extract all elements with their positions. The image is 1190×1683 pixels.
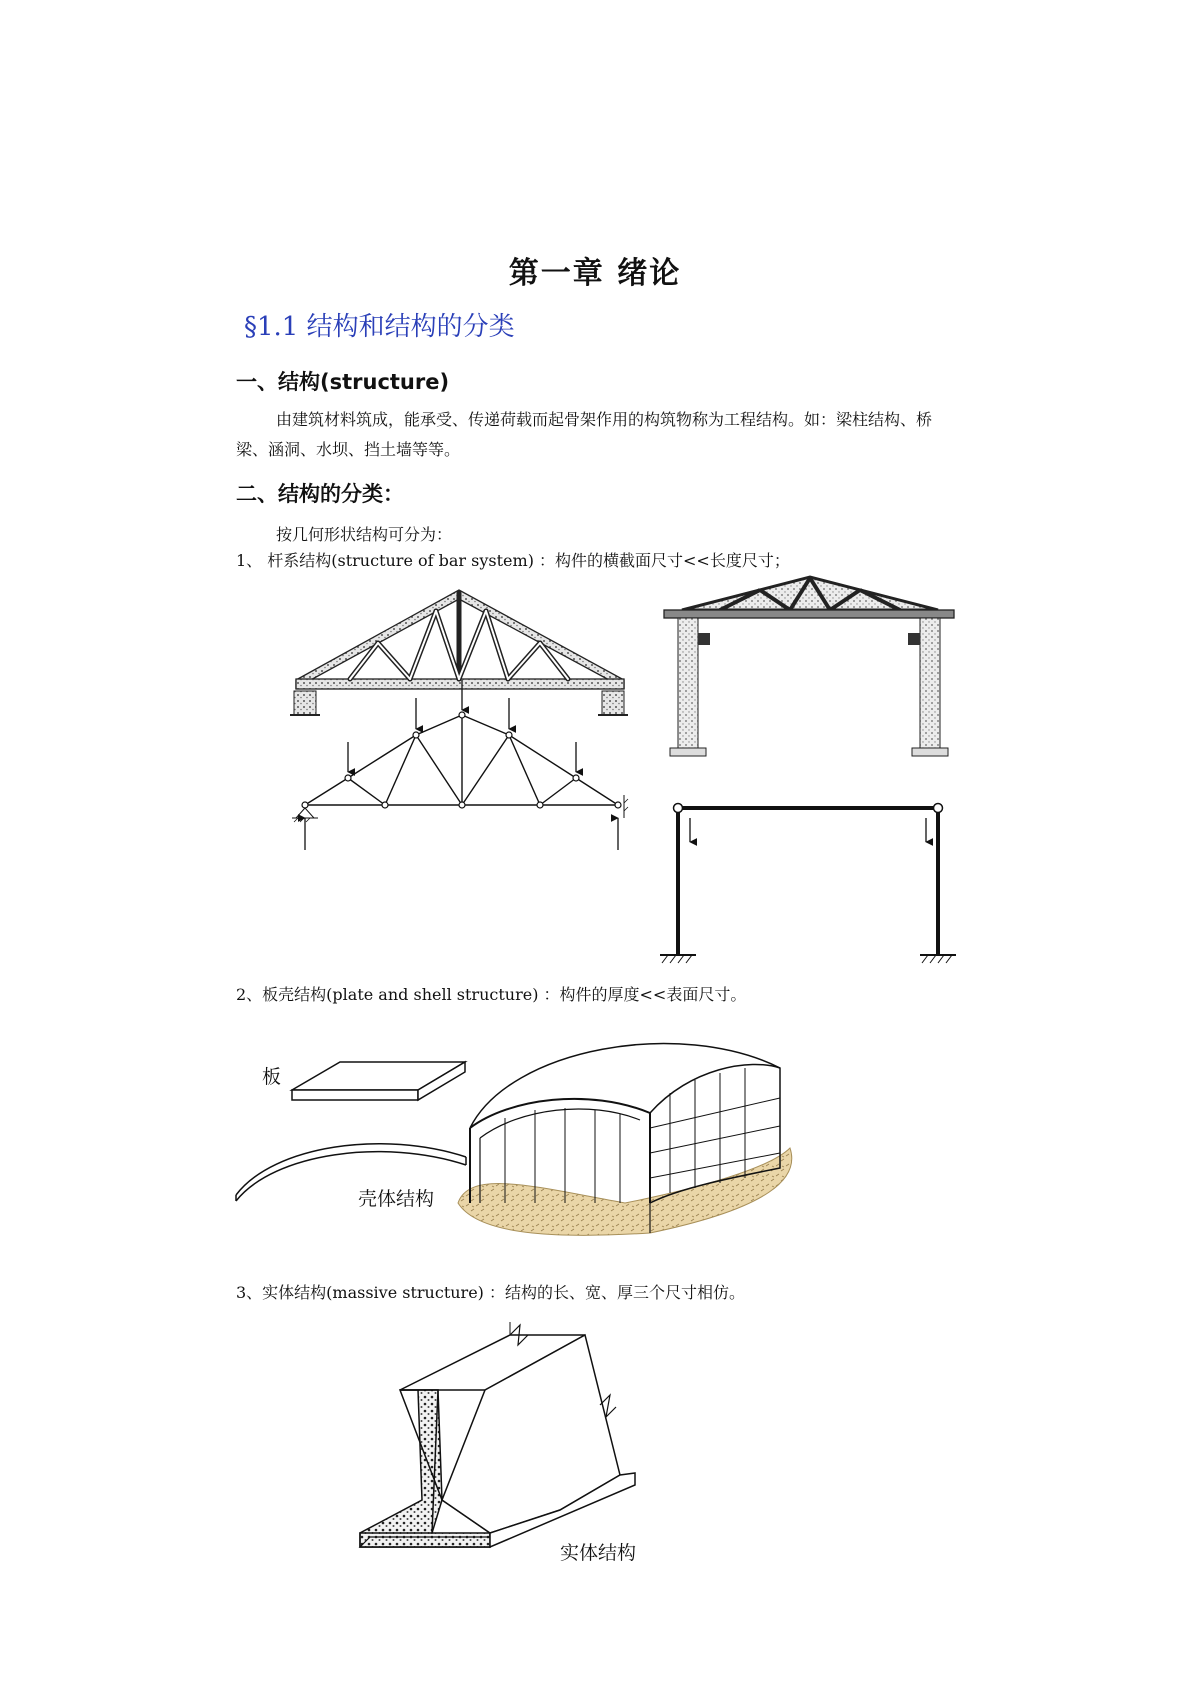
chapter-title: 第一章 绪论: [508, 256, 682, 291]
frame-diagram: [660, 790, 960, 970]
heading-classification: 二、结构的分类：: [236, 482, 404, 506]
shell-figure: [234, 1135, 474, 1205]
retaining-wall-figure: [360, 1325, 660, 1555]
classification-intro: 按几何形状结构可分为：: [276, 525, 453, 544]
item-plate-shell: 2、板壳结构(plate and shell structure) ：构件的厚度<<表面尺寸。: [236, 985, 747, 1004]
section-title: §1.1 结构和结构的分类: [244, 312, 515, 342]
item-massive: 3、实体结构(massive structure) ：结构的长、宽、厚三个尺寸相仿。: [236, 1283, 746, 1302]
plate-label: 板: [262, 1066, 282, 1088]
roof-truss-figure: [290, 585, 630, 730]
truss-diagram: [300, 710, 640, 850]
shell-label: 壳体结构: [358, 1188, 435, 1210]
item-bar-system: 1、 杆系结构(structure of bar system) ：构件的横截面尺寸<<长度尺寸；: [236, 551, 790, 570]
plate-figure: [290, 1060, 470, 1110]
heading-structure: 一、结构(structure): [236, 370, 450, 394]
solid-label: 实体结构: [560, 1542, 637, 1564]
portal-frame-figure: [660, 575, 960, 775]
paragraph-structure-definition: 由建筑材料筑成，能承受、传递荷载而起骨架作用的构筑物称为工程结构。如：梁柱结构、桥梁、涵洞、水坝、挡土墙等等。: [236, 410, 933, 459]
shell-hangar-figure: [450, 1028, 810, 1248]
